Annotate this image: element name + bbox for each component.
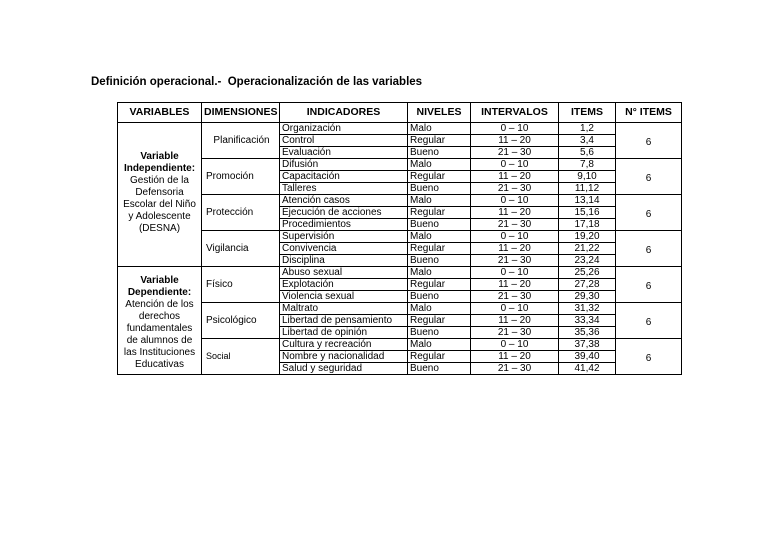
header-row <box>118 103 682 123</box>
level-cell: Bueno <box>408 183 471 195</box>
items-cell: 11,12 <box>559 183 616 195</box>
interval-cell: 0 – 10 <box>471 195 559 207</box>
dimension-cell: Psicológico <box>202 303 280 339</box>
level-cell: Malo <box>408 195 471 207</box>
variable-description: Gestión de la Defensoria Escolar del Niño y Adolescente (DESNA) <box>123 175 196 234</box>
items-cell: 23,24 <box>559 255 616 267</box>
header-niveles: NIVELES <box>408 103 471 123</box>
interval-cell: 0 – 10 <box>471 159 559 171</box>
header-variables: VARIABLES <box>118 103 202 123</box>
interval-cell: 11 – 20 <box>471 351 559 363</box>
indicator-cell: Nombre y nacionalidad <box>280 351 408 363</box>
table-body <box>118 123 682 375</box>
level-cell: Bueno <box>408 255 471 267</box>
n-items-cell: 6 <box>616 303 682 339</box>
indicator-cell: Maltrato <box>280 303 408 315</box>
dimension-cell: Físico <box>202 267 280 303</box>
indicator-cell: Explotación <box>280 279 408 291</box>
level-cell: Bueno <box>408 291 471 303</box>
items-cell: 41,42 <box>559 363 616 375</box>
table-row <box>118 231 682 243</box>
level-cell: Regular <box>408 243 471 255</box>
table-row <box>118 159 682 171</box>
indicator-cell: Libertad de opinión <box>280 327 408 339</box>
items-cell: 33,34 <box>559 315 616 327</box>
indicator-cell: Libertad de pensamiento <box>280 315 408 327</box>
level-cell: Bueno <box>408 219 471 231</box>
header-n-items: N° ITEMS <box>616 103 682 123</box>
level-cell: Bueno <box>408 363 471 375</box>
n-items-cell: 6 <box>616 339 682 375</box>
level-cell: Malo <box>408 123 471 135</box>
table-row <box>118 123 682 135</box>
interval-cell: 11 – 20 <box>471 243 559 255</box>
header-intervalos: INTERVALOS <box>471 103 559 123</box>
level-cell: Regular <box>408 171 471 183</box>
level-cell: Malo <box>408 159 471 171</box>
items-cell: 39,40 <box>559 351 616 363</box>
document-title: Definición operacional.- Operacionalización de las variables <box>91 76 423 88</box>
level-cell: Regular <box>408 315 471 327</box>
indicator-cell: Evaluación <box>280 147 408 159</box>
items-cell: 25,26 <box>559 267 616 279</box>
items-cell: 13,14 <box>559 195 616 207</box>
operationalization-table <box>117 102 682 375</box>
level-cell: Regular <box>408 207 471 219</box>
interval-cell: 21 – 30 <box>471 147 559 159</box>
interval-cell: 0 – 10 <box>471 303 559 315</box>
dimension-cell: Vigilancia <box>202 231 280 267</box>
variable-cell <box>118 267 202 375</box>
items-cell: 1,2 <box>559 123 616 135</box>
level-cell: Regular <box>408 279 471 291</box>
indicator-cell: Atención casos <box>280 195 408 207</box>
dimension-cell: Planificación <box>202 123 280 159</box>
n-items-cell: 6 <box>616 231 682 267</box>
interval-cell: 21 – 30 <box>471 255 559 267</box>
indicator-cell: Supervisión <box>280 231 408 243</box>
level-cell: Malo <box>408 267 471 279</box>
indicator-cell: Violencia sexual <box>280 291 408 303</box>
indicator-cell: Salud y seguridad <box>280 363 408 375</box>
table-row <box>118 267 682 279</box>
interval-cell: 11 – 20 <box>471 171 559 183</box>
table-row <box>118 303 682 315</box>
variable-description: Atención de los derechos fundamentales de alumnos de las Instituciones Educativas <box>123 299 196 370</box>
table-row <box>118 339 682 351</box>
items-cell: 35,36 <box>559 327 616 339</box>
interval-cell: 11 – 20 <box>471 207 559 219</box>
table-row <box>118 195 682 207</box>
interval-cell: 0 – 10 <box>471 339 559 351</box>
variable-title: Variable Dependiente: <box>127 275 192 298</box>
indicator-cell: Cultura y recreación <box>280 339 408 351</box>
dimension-cell: Protección <box>202 195 280 231</box>
n-items-cell: 6 <box>616 123 682 159</box>
indicator-cell: Procedimientos <box>280 219 408 231</box>
level-cell: Bueno <box>408 327 471 339</box>
items-cell: 9,10 <box>559 171 616 183</box>
items-cell: 29,30 <box>559 291 616 303</box>
interval-cell: 11 – 20 <box>471 315 559 327</box>
interval-cell: 11 – 20 <box>471 135 559 147</box>
items-cell: 21,22 <box>559 243 616 255</box>
level-cell: Regular <box>408 351 471 363</box>
interval-cell: 21 – 30 <box>471 219 559 231</box>
interval-cell: 0 – 10 <box>471 231 559 243</box>
items-cell: 31,32 <box>559 303 616 315</box>
variable-cell <box>118 123 202 267</box>
indicator-cell: Convivencia <box>280 243 408 255</box>
items-cell: 19,20 <box>559 231 616 243</box>
items-cell: 7,8 <box>559 159 616 171</box>
indicator-cell: Ejecución de acciones <box>280 207 408 219</box>
n-items-cell: 6 <box>616 195 682 231</box>
indicator-cell: Abuso sexual <box>280 267 408 279</box>
interval-cell: 21 – 30 <box>471 291 559 303</box>
items-cell: 5,6 <box>559 147 616 159</box>
interval-cell: 21 – 30 <box>471 327 559 339</box>
level-cell: Malo <box>408 231 471 243</box>
n-items-cell: 6 <box>616 159 682 195</box>
level-cell: Regular <box>408 135 471 147</box>
indicator-cell: Disciplina <box>280 255 408 267</box>
level-cell: Bueno <box>408 147 471 159</box>
items-cell: 17,18 <box>559 219 616 231</box>
indicator-cell: Control <box>280 135 408 147</box>
items-cell: 37,38 <box>559 339 616 351</box>
n-items-cell: 6 <box>616 267 682 303</box>
level-cell: Malo <box>408 339 471 351</box>
dimension-cell: Social <box>202 339 280 375</box>
header-dimensiones: DIMENSIONES <box>202 103 280 123</box>
interval-cell: 21 – 30 <box>471 183 559 195</box>
variable-title: Variable Independiente: <box>123 151 196 174</box>
interval-cell: 0 – 10 <box>471 123 559 135</box>
header-items: ITEMS <box>559 103 616 123</box>
dimension-cell: Promoción <box>202 159 280 195</box>
indicator-cell: Capacitación <box>280 171 408 183</box>
interval-cell: 0 – 10 <box>471 267 559 279</box>
level-cell: Malo <box>408 303 471 315</box>
items-cell: 3,4 <box>559 135 616 147</box>
items-cell: 15,16 <box>559 207 616 219</box>
indicator-cell: Difusión <box>280 159 408 171</box>
items-cell: 27,28 <box>559 279 616 291</box>
indicator-cell: Organización <box>280 123 408 135</box>
indicator-cell: Talleres <box>280 183 408 195</box>
interval-cell: 21 – 30 <box>471 363 559 375</box>
interval-cell: 11 – 20 <box>471 279 559 291</box>
header-indicadores: INDICADORES <box>280 103 408 123</box>
